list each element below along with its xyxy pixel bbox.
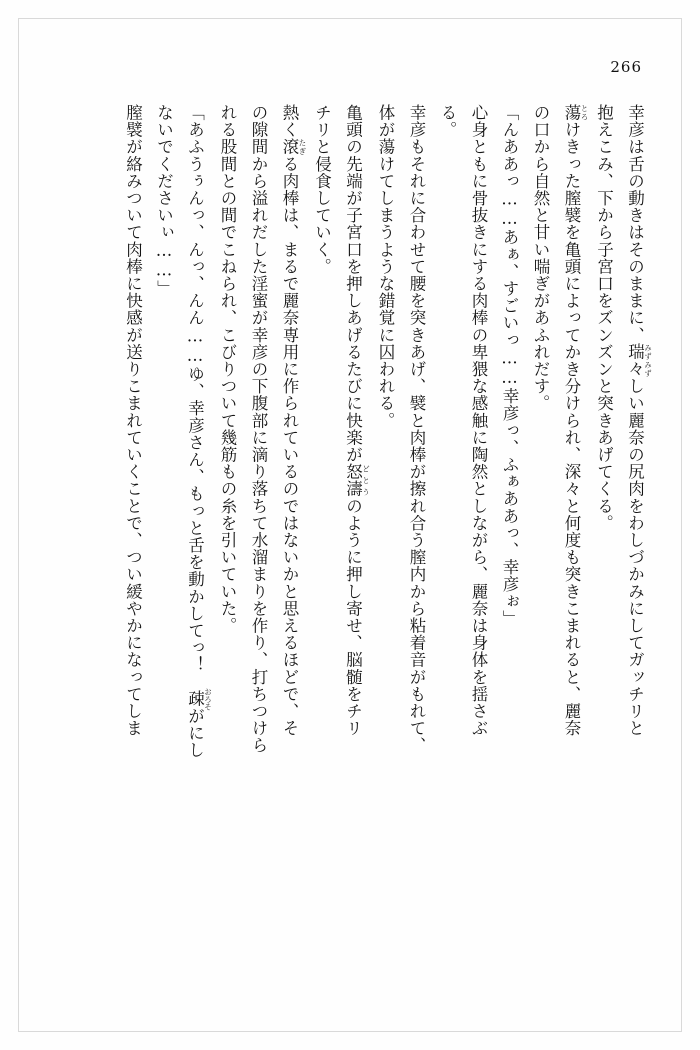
ruby-orosoka: 疎 おろそ [185, 687, 213, 711]
text-line: 熱く滾 たぎる肉棒は、まるで麗奈専用に作られているのではないかと思えるほどで、そ [280, 104, 307, 737]
text-line: る。 [438, 104, 457, 139]
page-text-body [92, 104, 652, 984]
page-border-bottom [18, 1031, 682, 1032]
ruby-dotou: 怒濤 どとう [343, 463, 371, 498]
page-border-right [681, 18, 682, 1032]
text-line: 抱えこみ、下から子宮口をズンズンと突きあげてくる。 [594, 104, 614, 532]
page-border-left [18, 18, 19, 1032]
text-line: ないでくださいぃ……」 [154, 104, 174, 298]
text-line: 「んああっ……あぁ、すごいっ……幸彦っ、ふぁああっ、幸彦ぉ」 [500, 104, 519, 627]
ruby-toro: 蕩 とろ [562, 104, 589, 122]
text-line: チリと侵食していく。 [312, 104, 332, 275]
text-line: 幸彦もそれに合わせて腰を突きあげ、襞と肉棒が擦れ合う膣内から粘着音がもれて、 [407, 104, 426, 754]
text-line: 膣襞が絡みついて肉棒に快感が送りこまれていくことで、つい緩やかになってしま [123, 104, 143, 737]
ruby-mizumizu: 瑞々 みずみず [625, 343, 652, 378]
text-line: の口から自然と甘い喘ぎがあふれだす。 [531, 104, 550, 412]
ruby-tagi: 滾 たぎ [280, 138, 307, 156]
text-line: 心身ともに骨抜きにする肉棒の卑猥な感触に陶然としながら、麗奈は身体を揺さぶ [469, 104, 488, 737]
text-line: 「あふうぅんっ、んっ、んん……ゆ、幸彦さん、もっと舌を動かしてっ！ 疎 おろそがにし [185, 104, 213, 759]
text-line: の隙間から溢れだした淫蜜が幸彦の下腹部に滴り落ちて水溜まりを作り、打ちつけら [249, 104, 268, 754]
text-line: 体が蕩けてしまうような錯覚に囚われる。 [376, 104, 395, 429]
text-line: 幸彦は舌の動きはそのままに、瑞々 みずみずしい麗奈の尻肉をわしづかみにしてガッチリと [625, 104, 652, 737]
text-line: 亀頭の先端が子宮口を押しあげるたびに快楽が怒濤 どとうのように押し寄せ、脳髄をチリ [343, 104, 371, 737]
text-line: 蕩 とろけきった膣襞を亀頭によってかき分けられ、深々と何度も突きこまれると、麗奈 [562, 104, 589, 737]
page-number: 266 [610, 58, 642, 76]
page-border-top [18, 18, 682, 19]
text-line: れる股間との間でこねられ、こびりついて幾筋もの糸を引いていた。 [218, 104, 237, 635]
